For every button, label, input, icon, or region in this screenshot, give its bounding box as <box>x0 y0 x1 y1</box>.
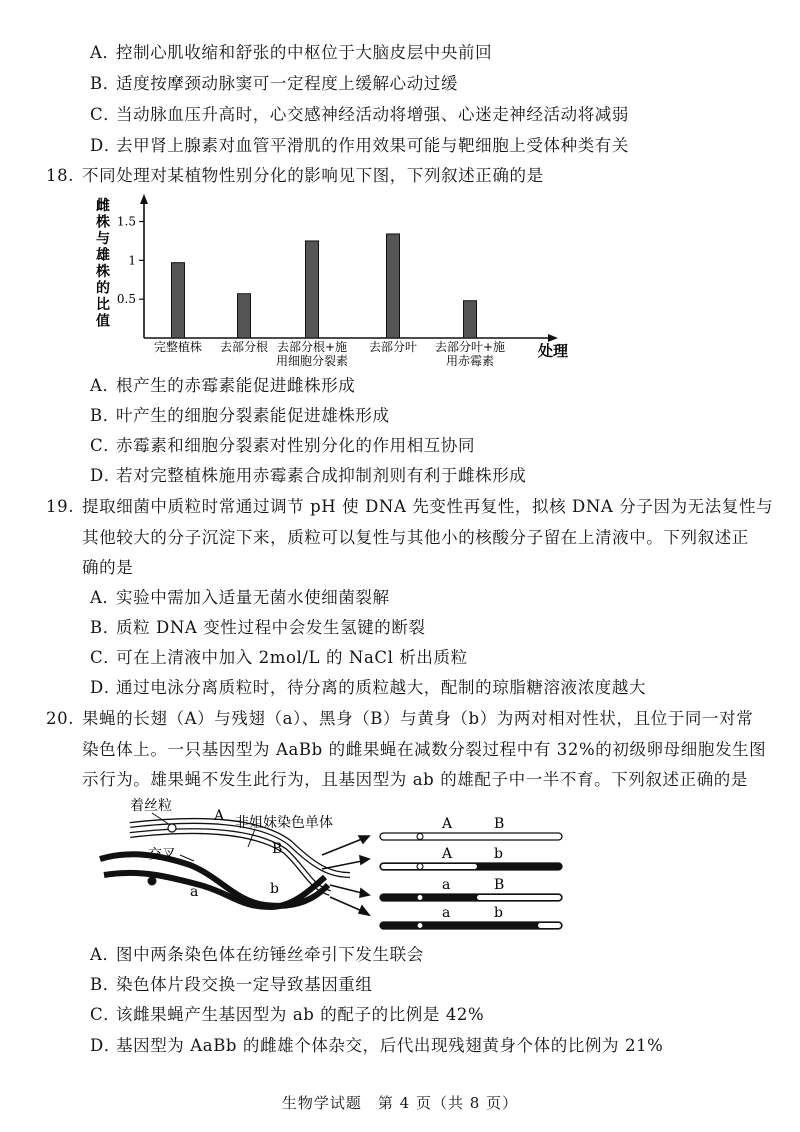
q18-option-a: A．根产生的赤霉素能促进雌株形成 <box>90 376 356 395</box>
chart-y-label-char: 值 <box>96 313 110 330</box>
chart-x-label: 处理 <box>538 342 569 360</box>
chart-bar <box>238 294 251 338</box>
q18-bar-chart <box>90 192 590 372</box>
result-4-gene-1: a <box>442 905 451 921</box>
chromosome-pair <box>100 797 350 907</box>
q17-option-a: A．控制心肌收缩和舒张的中枢位于大脑皮层中央前回 <box>90 43 493 62</box>
result-1-gene-1: A <box>442 816 453 832</box>
q17-option-d: D．去甲肾上腺素对血管平滑肌的作用效果可能与靶细胞上受体种类有关 <box>90 136 629 155</box>
q18-option-b: B．叶产生的细胞分裂素能促进雄株形成 <box>90 406 390 425</box>
result-chromatid-2 <box>380 846 562 870</box>
centromere <box>417 895 423 901</box>
chart-y-label-char: 株 <box>96 264 110 280</box>
chart-y-label-char: 雌 <box>96 198 110 214</box>
result-2-gene-1: A <box>442 846 453 862</box>
q19-option-b: B．质粒 DNA 变性过程中会发生氢键的断裂 <box>90 618 426 637</box>
q20-option-c: C．该雌果蝇产生基因型为 ab 的配子的比例是 42% <box>90 1005 485 1024</box>
q20-option-d: D．基因型为 AaBb 的雌雄个体杂交，后代出现残翅黄身个体的比例为 21% <box>90 1036 664 1055</box>
q18-stem: 18. 不同处理对某植物性别分化的影响见下图，下列叙述正确的是 <box>46 166 544 185</box>
chart-bar <box>306 241 319 338</box>
chart-category-label: 去部分根 <box>219 340 269 354</box>
result-chromatid-4 <box>380 905 562 929</box>
chart-y-tick-label: 0.5 <box>116 292 136 307</box>
centromere <box>417 864 423 870</box>
q18-option-d: D．若对完整植株施用赤霉素合成抑制剂则有利于雌株形成 <box>90 466 527 485</box>
gene-a-label: a <box>190 884 199 900</box>
centromere <box>417 834 423 840</box>
gene-b-label: b <box>270 881 279 897</box>
chart-category-label: 去部分根+施 <box>276 340 348 354</box>
chart-y-axis-arrow <box>140 194 148 204</box>
centromere-white <box>168 824 176 832</box>
centromere-label: 着丝粒 <box>130 798 172 814</box>
q17-option-b: B．适度按摩颈动脉窦可一定程度上缓解心动过缓 <box>90 74 458 93</box>
chart-y-tick-label: 1 <box>128 253 136 268</box>
chart-y-label-char: 株 <box>96 214 110 231</box>
chart-y-tick-label: 1.5 <box>116 214 136 229</box>
centromere <box>417 923 423 929</box>
centromere-black <box>148 877 157 886</box>
q18-option-c: C．赤霉素和细胞分裂素对性别分化的作用相互协同 <box>90 436 476 455</box>
chart-category-label: 去部分叶 <box>368 340 418 354</box>
result-2-gene-2: b <box>494 846 503 862</box>
result-chromatid-1 <box>380 816 562 840</box>
chart-x-axis-arrow <box>548 334 558 342</box>
result-3-gene-2: B <box>494 877 505 893</box>
arrowhead-3 <box>360 889 369 897</box>
chromatid-label: 非姐妹染色单体 <box>235 815 333 831</box>
chart-category-label: 去部分叶+施 <box>434 340 506 354</box>
q19-stem-line-3: 确的是 <box>82 558 134 577</box>
page-footer: 生物学试题 第 4 页（共 8 页） <box>281 1094 519 1112</box>
gene-B-label: B <box>272 841 283 857</box>
arrowhead-1 <box>359 836 369 843</box>
chart-category-label: 完整植株 <box>153 340 203 354</box>
q20-stem-line-2: 染色体上。一只基因型为 AaBb 的雌果蝇在减数分裂过程中有 32%的初级卵母细胞发生图 <box>82 740 767 759</box>
arrowhead-2 <box>360 856 369 864</box>
arrowhead-4 <box>359 906 369 915</box>
q19-option-c: C．可在上清液中加入 2mol/L 的 NaCl 析出质粒 <box>90 648 468 667</box>
chart-y-label-char: 雄 <box>96 247 110 264</box>
chart-y-label-char: 与 <box>96 231 110 247</box>
chart-bar <box>387 234 400 338</box>
arrow-to-result-4 <box>330 897 362 911</box>
arrow-to-result-1 <box>322 839 362 855</box>
q20-option-a: A．图中两条染色体在纺锤丝牵引下发生联会 <box>90 945 424 964</box>
chart-category-label: 用赤霉素 <box>445 354 495 368</box>
q20-stem-line-1: 20. 果蝇的长翅（A）与残翅（a）、黑身（B）与黄身（b）为两对相对性状，且位于同一对常 <box>46 709 754 728</box>
chart-bar <box>172 263 185 338</box>
result-4-gene-2: b <box>494 905 503 921</box>
chart-category-label: 用细胞分裂素 <box>275 354 349 368</box>
q19-option-d: D．通过电泳分离质粒时，待分离的质粒越大，配制的琼脂糖溶液浓度越大 <box>90 678 647 697</box>
q20-stem-line-3: 示行为。雄果蝇不发生此行为，且基因型为 ab 的雄配子中一半不育。下列叙述正确的是 <box>82 770 748 789</box>
arrow-to-result-3 <box>330 885 362 893</box>
q20-option-b: B．染色体片段交换一定导致基因重组 <box>90 975 373 994</box>
chart-y-label <box>95 198 110 330</box>
arrow-to-result-2 <box>322 861 362 869</box>
result-chromatid-3 <box>380 877 562 901</box>
gene-A-label: A <box>214 808 225 824</box>
chart-y-label-char: 比 <box>96 297 110 313</box>
q17-option-c: C．当动脉血压升高时，心交感神经活动将增强、心迷走神经活动将减弱 <box>90 105 629 124</box>
result-1-gene-2: B <box>494 816 505 832</box>
chart-y-label-char: 的 <box>96 280 110 297</box>
result-3-gene-1: a <box>442 877 451 893</box>
chart-bar <box>464 301 477 338</box>
crossover-label: 交叉 <box>148 847 176 863</box>
q20-crossover-figure <box>90 795 770 935</box>
q19-option-a: A．实验中需加入适量无菌水使细菌裂解 <box>90 588 390 607</box>
q19-stem-line-1: 19. 提取细菌中质粒时常通过调节 pH 使 DNA 先变性再复性，拟核 DNA 分子因为无法复性与 <box>46 497 774 516</box>
q19-stem-line-2: 其他较大的分子沉淀下来，质粒可以复性与其他小的核酸分子留在上清液中。下列叙述正 <box>82 528 749 547</box>
